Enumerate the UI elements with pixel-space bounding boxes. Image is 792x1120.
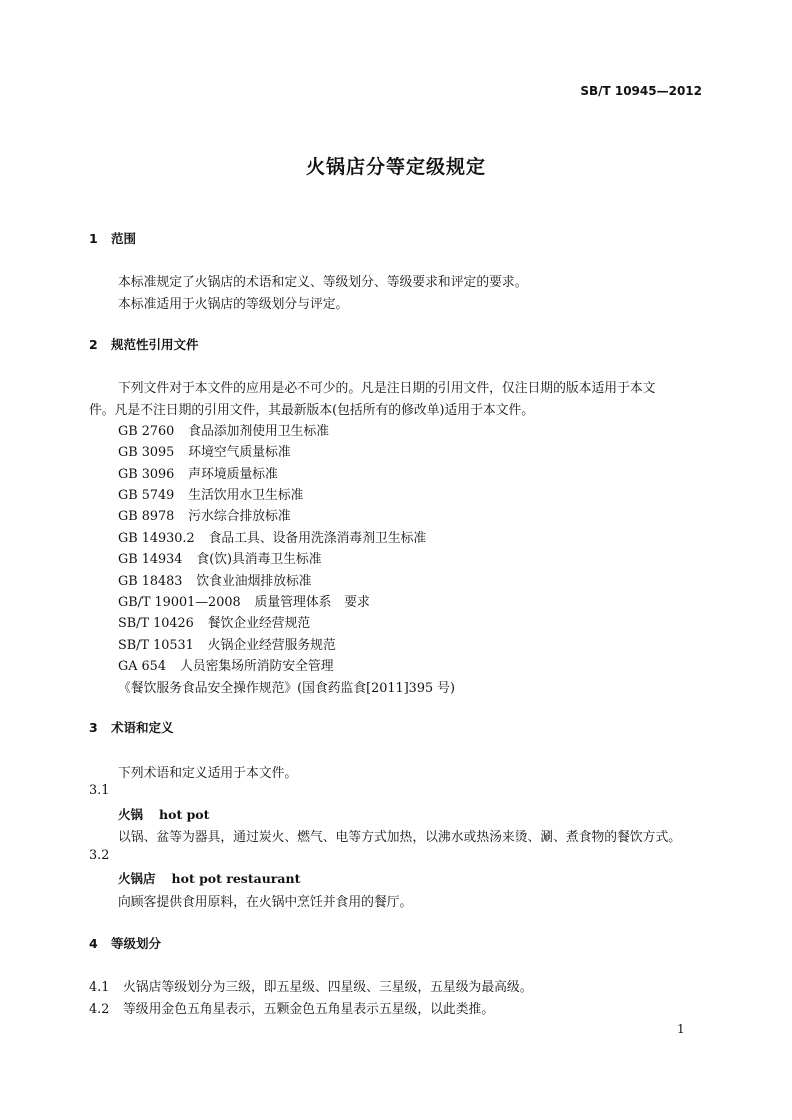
reference-item xyxy=(118,505,291,524)
reference-code: SB/T 10426 xyxy=(118,616,194,631)
reference-title: 火锅企业经营服务规范 xyxy=(207,638,336,653)
reference-title: 生活饮用水卫生标准 xyxy=(188,488,304,503)
reference-title: 食(饮)具消毒卫生标准 xyxy=(196,552,322,567)
clause-text: 火锅店等级划分为三级，即五星级、四星级、三星级，五星级为最高级。 xyxy=(123,980,533,995)
reference-code: GB 3095 xyxy=(118,445,175,460)
paragraph: 下列术语和定义适用于本文件。 xyxy=(118,766,298,781)
section-1-heading xyxy=(89,229,136,247)
term-en: hot pot xyxy=(159,807,210,822)
term-en: hot pot restaurant xyxy=(171,871,301,886)
reference-title: 食品工具、设备用洗涤消毒剂卫生标准 xyxy=(208,531,427,546)
section-2-heading xyxy=(89,335,199,353)
reference-code: GB 14934 xyxy=(118,552,183,567)
reference-code: GB 5749 xyxy=(118,488,175,503)
reference-title: 人员密集场所消防安全管理 xyxy=(179,659,334,674)
section-3-heading xyxy=(89,718,174,736)
clause-number: 3.2 xyxy=(89,848,110,863)
reference-item xyxy=(118,612,310,631)
term-cn: 火锅店 xyxy=(118,871,156,886)
reference-item xyxy=(118,527,426,546)
section-number: 4 xyxy=(89,936,98,951)
clause-number: 4.1 xyxy=(89,980,110,995)
section-title: 等级划分 xyxy=(111,936,162,951)
paragraph: 下列文件对于本文件的应用是必不可少的。凡是注日期的引用文件，仅注日期的版本适用于本文 xyxy=(118,381,656,396)
paragraph: 本标准规定了火锅店的术语和定义、等级划分、等级要求和评定的要求。 xyxy=(118,275,528,290)
reference-code: GB 18483 xyxy=(118,574,183,589)
reference-item xyxy=(118,634,336,653)
reference-item xyxy=(118,548,322,567)
paragraph: 本标准适用于火锅店的等级划分与评定。 xyxy=(118,297,349,312)
reference-item xyxy=(118,420,329,439)
clause-number: 4.2 xyxy=(89,1002,110,1017)
reference-title: 餐饮企业经营规范 xyxy=(207,616,311,631)
section-4-heading xyxy=(89,934,161,952)
section-number: 3 xyxy=(89,720,98,735)
reference-code: GB 2760 xyxy=(118,424,175,439)
term-definition: 以锅、盆等为器具，通过炭火、燃气、电等方式加热，以沸水或热汤来烫、涮、煮食物的餐饮方式。 xyxy=(118,830,682,845)
reference-item: 《餐饮服务食品安全操作规范》(国食药监食[2011]395 号) xyxy=(118,681,455,696)
reference-item xyxy=(118,441,291,460)
clause-text: 等级用金色五角星表示，五颗金色五角星表示五星级，以此类推。 xyxy=(123,1002,495,1017)
reference-title: 环境空气质量标准 xyxy=(188,445,291,460)
section-title: 规范性引用文件 xyxy=(111,337,199,352)
reference-item xyxy=(118,591,370,610)
reference-title: 食品添加剂使用卫生标准 xyxy=(188,424,330,439)
standard-code: SB/T 10945—2012 xyxy=(580,84,702,98)
section-number: 1 xyxy=(89,231,98,246)
reference-code: GB 8978 xyxy=(118,509,175,524)
reference-item xyxy=(118,655,334,674)
term-cn: 火锅 xyxy=(118,807,144,822)
paragraph: 件。凡是不注日期的引用文件，其最新版本(包括所有的修改单)适用于本文件。 xyxy=(89,403,535,418)
reference-title: 声环境质量标准 xyxy=(188,467,278,482)
reference-title: 污水综合排放标准 xyxy=(188,509,291,524)
reference-code: SB/T 10531 xyxy=(118,638,194,653)
section-title: 术语和定义 xyxy=(111,720,174,735)
section-number: 2 xyxy=(89,337,98,352)
term-definition: 向顾客提供食用原料，在火锅中烹饪并食用的餐厅。 xyxy=(118,895,413,910)
reference-title: 饮食业油烟排放标准 xyxy=(196,574,312,589)
reference-item xyxy=(118,463,278,482)
clause-number: 3.1 xyxy=(89,783,110,798)
document-title: 火锅店分等定级规定 xyxy=(305,156,486,178)
reference-title: 质量管理体系 要求 xyxy=(254,595,370,610)
page-number: 1 xyxy=(677,1022,685,1036)
term-heading xyxy=(118,869,300,887)
reference-code: GB 3096 xyxy=(118,467,175,482)
section-title: 范围 xyxy=(111,231,137,246)
reference-item xyxy=(118,484,303,503)
clause xyxy=(89,998,494,1017)
reference-code: GA 654 xyxy=(118,659,166,674)
clause xyxy=(89,976,533,995)
reference-code: GB 14930.2 xyxy=(118,531,195,546)
term-heading xyxy=(118,805,209,823)
reference-code: GB/T 19001—2008 xyxy=(118,595,241,610)
reference-item xyxy=(118,570,312,589)
